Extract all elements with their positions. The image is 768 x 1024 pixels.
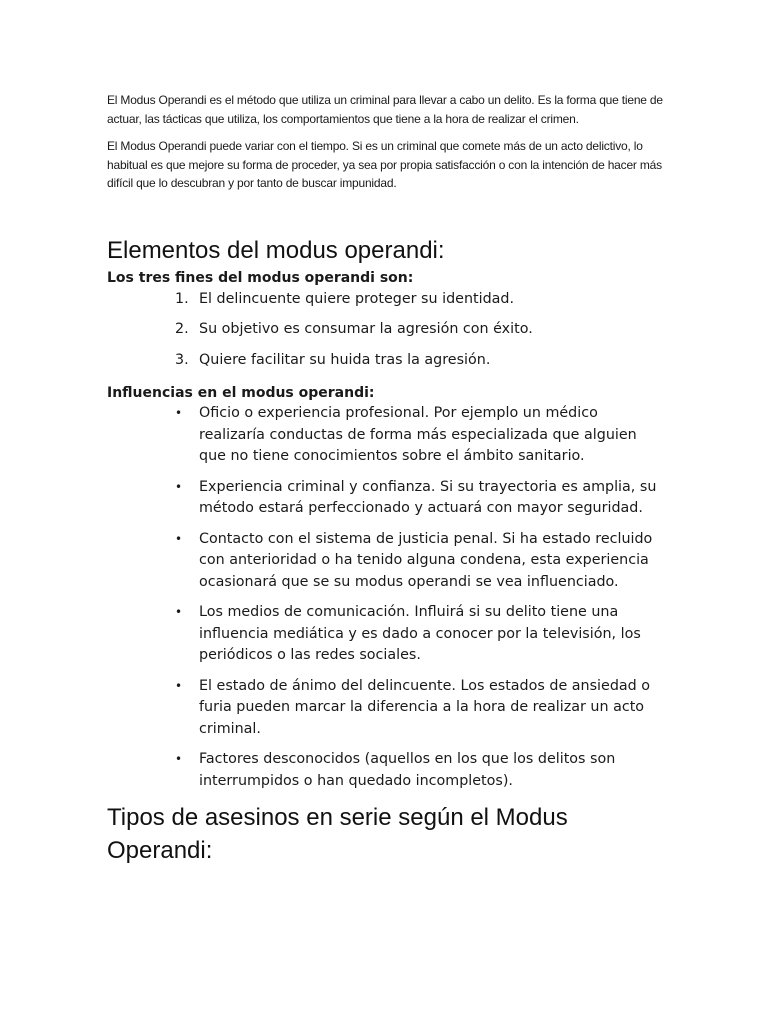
list-number: 1. [175,290,189,307]
list-item-text: Los medios de comunicación. Influirá si su delito tiene una influencia mediática y es dado a conocer por la televisión, los periódicos o las redes sociales. [199,604,641,663]
list-item-text: Factores desconocidos (aquellos en los que los delitos son interrumpidos o han quedado incompletos). [199,751,616,789]
list-item-text: El estado de ánimo del delincuente. Los estados de ansiedad o furia pueden marcar la diferencia a la hora de realizar un acto criminal. [199,677,651,737]
influencias-subheading: Influencias en el modus operandi: [107,385,375,401]
section-heading-elementos: Elementos del modus operandi: [107,236,445,264]
list-item [107,289,667,311]
list-item [107,477,667,520]
list-item-text: Experiencia criminal y confianza. Si su trayectoria es amplia, su método estará perfeccionado y actuará con mayor seguridad. [199,478,657,516]
list-item [107,319,667,341]
list-item-text: El delincuente quiere proteger su identidad. [199,290,515,307]
list-item [107,676,667,741]
bullet-icon: • [175,531,183,546]
bullet-icon: • [175,678,183,693]
list-item [107,602,667,667]
list-item [107,403,667,468]
list-item-text: Contacto con el sistema de justicia penal. Si ha estado recluido con anterioridad o ha tenido alguna condena, esta experiencia ocasionará que se su modus operandi se vea influenciado. [199,530,653,590]
document-page [107,91,667,867]
section-heading-tipos: Tipos de asesinos en serie según el Modus Operandi: [107,804,568,864]
fines-subheading: Los tres fines del modus operandi son: [107,269,414,286]
bullet-icon: • [175,605,183,619]
bullet-icon: • [175,479,183,494]
intro-paragraph-1: El Modus Operandi es el método que utiliza un criminal para llevar a cabo un delito. Es la forma que tiene de actuar, las tácticas que utiliza, los comportamientos que tiene a la hora de realizar el crimen. [107,93,663,126]
list-item [107,350,667,372]
list-item-text: Su objetivo es consumar la agresión con éxito. [199,321,533,337]
list-item-text: Quiere facilitar su huida tras la agresión. [199,351,491,368]
intro-paragraph-2: El Modus Operandi puede variar con el tiempo. Si es un criminal que comete más de un acto delictivo, lo habitual es que mejore su forma de proceder, ya sea por propia satisfacción o con la intención de hacer más difícil que lo descubran y por tanto de buscar impunidad. [107,139,662,190]
bullet-icon: • [175,752,183,766]
list-item-text: Oficio o experiencia profesional. Por ejemplo un médico realizaría conductas de forma más especializada que alguien que no tiene conocimientos sobre el ámbito sanitario. [199,405,637,464]
list-item [107,529,667,594]
list-item [107,749,667,792]
list-number: 3. [175,351,189,368]
bullet-icon: • [175,406,183,420]
list-number: 2. [175,321,189,337]
influencias-list [107,403,667,792]
fines-list [107,289,667,372]
